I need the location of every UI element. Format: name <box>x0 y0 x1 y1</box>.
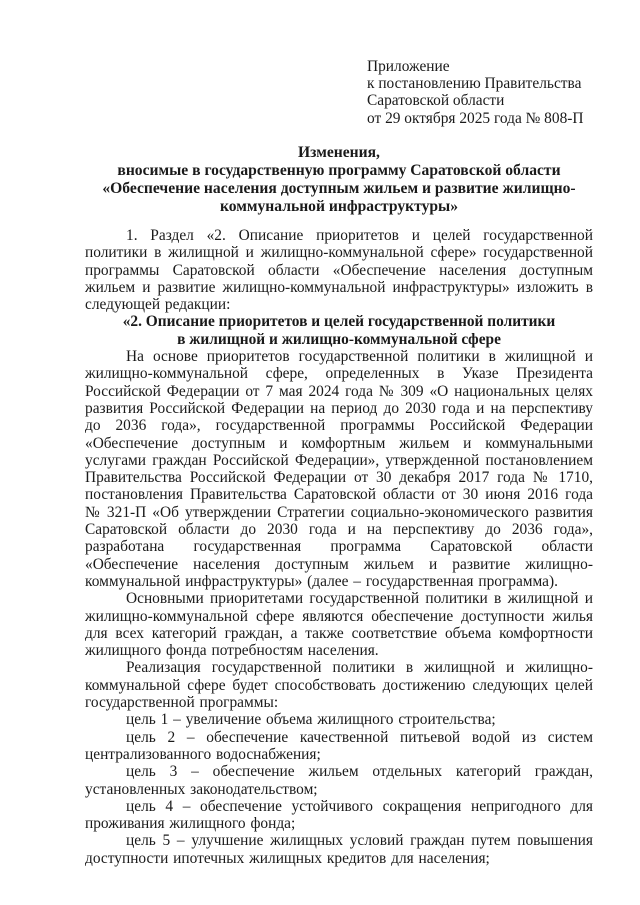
appendix-reference-line: Приложение <box>367 58 450 75</box>
document-title <box>85 144 593 216</box>
goal-item: цель 4 – обеспечение устойчивого сокращения непригодного для проживания жилищного фонда; <box>85 797 593 833</box>
amendment-paragraph: 1. Раздел «2. Описание приоритетов и целей государственной политики в жилищной и жилищно-коммунальной сфере» государственной программы Саратовской области «Обеспечение населения доступным жильем и развитие жилищно-коммунальной инфраструктуры» изложить в следующей редакции: <box>85 227 593 314</box>
appendix-reference-line: от 29 октября 2025 года № 808-П <box>367 109 584 127</box>
document-body <box>85 227 593 867</box>
goal-item: цель 1 – увеличение объема жилищного строительства; <box>126 711 496 729</box>
document-title-line: «Обеспечение населения доступным жильем и развитие жилищно- <box>102 180 576 197</box>
body-paragraph-priorities: Основными приоритетами государственной политики в жилищной и жилищно-коммунальной сфере являются обеспечение доступности жилья для всех категорий граждан, а также соответствие объема комфортности жилищного фонда потребностям населения. <box>85 590 593 660</box>
body-paragraph-basis: На основе приоритетов государственной политики в жилищной и жилищно-коммунальной сфере, определенных в Указе Президента Российской Федерации от 7 мая 2024 года № 309 «О национальных целях развития Российской Федерации на период до 2030 года и на перспективу до 2036 года», государственной программы Российской Федерации «Обеспечение доступным и комфортным жильем и коммунальными услугами граждан Российской Федерации», утвержденной постановлением Правительства Российской Федерации от 30 декабря 2017 года № 1710, постановления Правительства Саратовской области от 30 июня 2016 года № 321-П «Об утверждении Стратегии социально-экономического развития Саратовской области до 2030 года и на перспективу до 2036 года», разработана государственная программа Саратовской области «Обеспечение населения доступным жильем и развитие жилищно-коммунальной инфраструктуры» (далее – государственная программа). <box>85 348 593 590</box>
document-title-line: коммунальной инфраструктуры» <box>219 198 459 215</box>
appendix-reference <box>367 58 597 127</box>
document-title-line: Изменения, <box>298 144 380 161</box>
goal-item: цель 5 – улучшение жилищных условий граждан путем повышения доступности ипотечных жилищных кредитов для населения; <box>85 832 593 867</box>
body-paragraph-realization: Реализация государственной политики в жилищной и жилищно-коммунальной сфере будет способствовать достижению следующих целей государственной программы: <box>85 659 593 712</box>
goal-item: цель 3 – обеспечение жильем отдельных категорий граждан, установленных законодательством; <box>85 763 593 798</box>
goal-item: цель 2 – обеспечение качественной питьевой водой из систем централизованного водоснабжения; <box>85 728 593 763</box>
section-heading <box>85 313 593 348</box>
appendix-reference-line: Саратовской области <box>367 92 505 110</box>
section-heading-line: в жилищной и жилищно-коммунальной сфере <box>177 330 501 348</box>
section-heading-line: «2. Описание приоритетов и целей государственной политики <box>122 313 556 331</box>
appendix-reference-line: к постановлению Правительства <box>367 75 582 93</box>
document-title-line: вносимые в государственную программу Саратовской области <box>117 162 561 179</box>
